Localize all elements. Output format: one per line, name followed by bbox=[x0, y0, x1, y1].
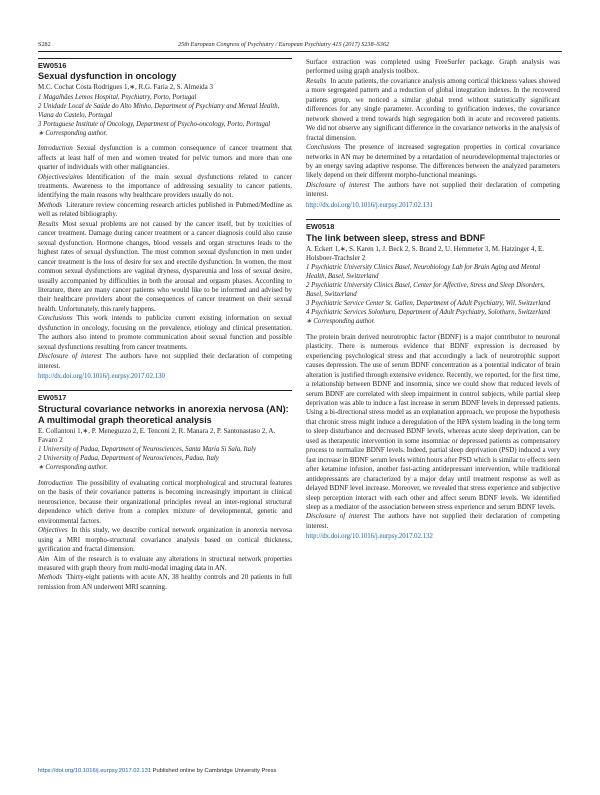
paragraph: Methods Literature review concerning research articles published in Pubmed/Medline as well as related bibliography. bbox=[38, 200, 292, 219]
paragraph: Disclosure of interest The authors have not supplied their declaration of competing interest. bbox=[306, 512, 560, 530]
paragraph: Objectives/aims Identification of the main sexual dysfunctions related to cancer treatments. Awareness to the importance of addressing sexuality to cancer patients, identifying the main reasons why healthcare providers usually do not. bbox=[38, 172, 292, 200]
corresponding-note: ∗ Corresponding author. bbox=[306, 318, 376, 326]
abstract-title: Structural covariance networks in anorexia nervosa (AN): A multimodal graph theoretical analysis bbox=[38, 403, 289, 425]
page-number: S282 bbox=[38, 41, 51, 48]
section-label: Disclosure of interest bbox=[306, 180, 370, 189]
abstract-ew0518 bbox=[306, 219, 560, 542]
paragraph: Methods Thirty-eight patients with acute AN, 38 healthy controls and 20 patients in full remission from AN underwent MRI scanning. bbox=[38, 573, 292, 591]
abstract-id: EW0517 bbox=[38, 390, 292, 402]
section-label: Objectives bbox=[38, 526, 68, 535]
header-rule bbox=[38, 51, 562, 52]
abstract-title: Sexual dysfunction in oncology bbox=[38, 71, 177, 82]
section-label: Methods bbox=[38, 200, 63, 209]
footer-doi-link[interactable]: https://doi.org/10.1016/j.eurpsy.2017.02.131 bbox=[38, 768, 152, 774]
section-label: Methods bbox=[38, 573, 63, 582]
abstract-id: EW0518 bbox=[306, 219, 560, 231]
section-label: Conclusions bbox=[306, 143, 341, 152]
section-label: Results bbox=[38, 219, 59, 228]
journal-citation: 25th European Congress of Psychiatry / European Psychiatry 41S (2017) S238–S362 bbox=[178, 41, 390, 48]
section-label: Disclosure of interest bbox=[38, 352, 102, 361]
corresponding-note: ∗ Corresponding author. bbox=[38, 129, 108, 137]
paragraph: Aim Aim of the research is to evaluate any alterations in structural network properties measured with graph theory from multi-modal imaging data in AN. bbox=[38, 554, 292, 572]
abstract-ew0517 bbox=[38, 390, 292, 592]
paragraph: Results In acute patients, the covariance analysis among cortical thickness values showed a more segregated pattern and a reduction of global integration indexes. In the recovered patients group, we noticed a similar global trend without statistically significant differences for any single parameter. According to gyrification indexes, the covariance network showed a trend towards high segregation both in acute and recovered patients. We did not observe any significant difference in the covariance networks in the analysis of fractal dimension. bbox=[306, 76, 560, 142]
abstract-ew0517-continued bbox=[306, 58, 560, 210]
paragraph: Conclusions The presence of increased segregation properties in cortical covariance networks in AN may be determined by a retardation of neurodevelopmental trajectories or by an energy saving adaptive response. The differences between the analyzed parameters likely depend on their different morpho-functional meanings. bbox=[306, 143, 560, 180]
paragraph: Introduction Sexual dysfunction is a common consequence of cancer treatment that affects at least half of men and women treated for pelvic tumors and more than one quarter of individuals with other malignancies. bbox=[38, 144, 292, 172]
abstract-ew0516 bbox=[38, 58, 292, 381]
page-footer bbox=[38, 768, 276, 774]
affiliation: 1 Magalhães Lemos Hospital, Psychiatry, Porto, Portugal bbox=[38, 93, 197, 101]
author-list: M.C. Cochat Costa Rodrigues 1,∗, R.G. Faria 2, S. Almeida 3 bbox=[38, 83, 214, 92]
affiliation: 1 University of Padua, Department of Neurosciences, Santa Maria Si Sala, Italy bbox=[38, 446, 256, 454]
paragraph: Conclusions This work intends to publicize current existing information on sexual dysfunction in oncology, focusing on the prevalence, etiology and clinical presentation. The authors also intend to promote communication about sexual function and possible sexual dysfunctions resulting from cancer treatments. bbox=[38, 314, 292, 351]
affiliation: 2 University of Padua, Department of Neurosciences, Padua, Italy bbox=[38, 455, 219, 463]
doi-link[interactable]: http://dx.doi.org/10.1016/j.eurpsy.2017.02.131 bbox=[306, 201, 433, 209]
section-label: Results bbox=[306, 76, 327, 85]
doi-link[interactable]: http://dx.doi.org/10.1016/j.eurpsy.2017.02.130 bbox=[38, 373, 165, 381]
author-list: A. Eckert 1,∗, S. Karen 1, J. Beck 2, S. Brand 2, U. Hemmeter 3, M. Hatzinger 4, E. Holsboer-Trachsler 2 bbox=[306, 244, 544, 262]
left-column bbox=[38, 58, 292, 601]
affiliation: 1 Psychiatric University Clinics Basel, Neurobiology Lab for Brain Aging and Mental Health, Basel, Switzerland bbox=[306, 264, 541, 281]
abstract-title: The link between sleep, stress and BDNF bbox=[306, 232, 486, 243]
section-label: Introduction bbox=[38, 144, 73, 153]
section-label: Introduction bbox=[38, 478, 73, 487]
paragraph: The protein brain derived neurotrophic factor (BDNF) is a major contributor to neuronal plasticity. There is numerous evidence that BDNF expression is decreased by experiencing psychological stress and that accordingly a lack of neurotrophic support causes depression. The use of serum BDNF concentration as a potential indicator of brain alteration is justified through extensive evidence. Recently, we reported, for the first time, a relationship between BDNF and insomnia, since we could show that reduced levels of serum BDNF are correlated with sleep impairment in control subjects, while partial sleep deprivation was able to induce a fast increase in serum BDNF levels in depressed patients. Using a bi-directional stress model as an explanation approach, we propose the hypothesis that chronic stress might induce a deregulation of the HPA system leading in the long term to sleep disturbance and decreased BDNF levels, whereas acute sleep deprivation, can be used as therapeutic intervention in some insomniac or depressed patients as compensatory process to normalize BDNF levels. Indeed, partial sleep deprivation (PSD) induced a very fast increase in BDNF serum levels within hours after PSD which is similar to effects seen after ketamine infusion, another fast-acting antidepressant intervention, while traditional antidepressants are characterized by a major delay until treatment response as well as delayed BDNF level increase. Moreover, we revealed that stress experience and subjective sleep perception interact with each other and affect serum BDNF levels. We identified sleep as a mediator of the association between stress experience and serum BDNF levels. bbox=[306, 332, 560, 512]
section-label: Objectives/aims bbox=[38, 172, 83, 181]
affiliation: 3 Psychiatric Service Center St. Gallen, Department of Adult Psychiatry, Wil, Switzerland bbox=[306, 300, 551, 308]
affiliation: 2 Psychiatric University Clinics Basel, Center for Affective, Stress and Sleep Disorders, Basel, Switzerland bbox=[306, 282, 545, 299]
right-column bbox=[306, 58, 560, 551]
paragraph: Disclosure of interest The authors have not supplied their declaration of competing interest. bbox=[38, 352, 292, 370]
section-label: Aim bbox=[38, 554, 50, 563]
paragraph: Objectives In this study, we describe cortical network organization in anorexia nervosa using a MRI morpho-structural covariance analysis based on cortical thickness, gyrification and fractal dimension. bbox=[38, 526, 292, 554]
paragraph: Disclosure of interest The authors have not supplied their declaration of competing interest. bbox=[306, 180, 560, 199]
doi-link[interactable]: http://dx.doi.org/10.1016/j.eurpsy.2017.02.132 bbox=[306, 533, 433, 541]
corresponding-note: ∗ Corresponding author. bbox=[38, 464, 108, 472]
affiliation: 3 Portuguese Institute of Oncology, Department of Psycho-oncology, Porto, Portugal bbox=[38, 120, 271, 128]
affiliation: 4 Psychiatric Services Solothurn, Department of Adult Psychiatry, Solothurn, Switzerland bbox=[306, 309, 551, 317]
abstract-id: EW0516 bbox=[38, 58, 292, 70]
footer-publisher: Published online by Cambridge University Press bbox=[152, 768, 277, 774]
affiliation: 2 Unidade Local de Saúde do Alto Minho, Department of Psychiatry and Mental Health, Viana do Castelo, Portugal bbox=[38, 102, 280, 119]
paragraph: Introduction The possibility of evaluating cortical morphological and structural features on the basis of their covariance patterns is becoming increasingly important in clinical neuroscience, because their organizational principles reveal an inter-regional structural dependence which derive from a complex mixture of developmental, genetic and environmental factors. bbox=[38, 478, 292, 525]
author-list: E. Collantoni 1,∗, P. Meneguzzo 2, E. Tenconi 2, R. Manara 2, P. Santonastaso 2, A. Favaro 2 bbox=[38, 426, 276, 444]
section-label: Conclusions bbox=[38, 314, 73, 323]
paragraph: Surface extraction was completed using FreeSurfer package. Graph analysis was performed using graph analysis toolbox. bbox=[306, 58, 560, 76]
running-header bbox=[38, 41, 562, 48]
paragraph: Results Most sexual problems are not caused by the cancer itself, but by toxicities of cancer treatment. Damage during cancer treatment or a cancer diagnosis could also cause sexual dysfunction. Hormone changes, blood vessels and organ structures leads to the highest rates of sexual dysfunction. The most common sexual dysfunction in men under cancer treatment is the loss of desire for sex and erectile dysfunction. In women, the most common sexual dysfunctions are vaginal dryness, dyspareunia and loss of sexual desire, usually accompanied by difficulties in both the arousal and orgasm phases. According to literature, there are many cancer patients who would like to be informed and advised by their healthcare providers about the consequences of cancer treatment on their sexual health. Unfortunately, this rarely happens. bbox=[38, 219, 292, 313]
section-label: Disclosure of interest bbox=[306, 512, 370, 521]
